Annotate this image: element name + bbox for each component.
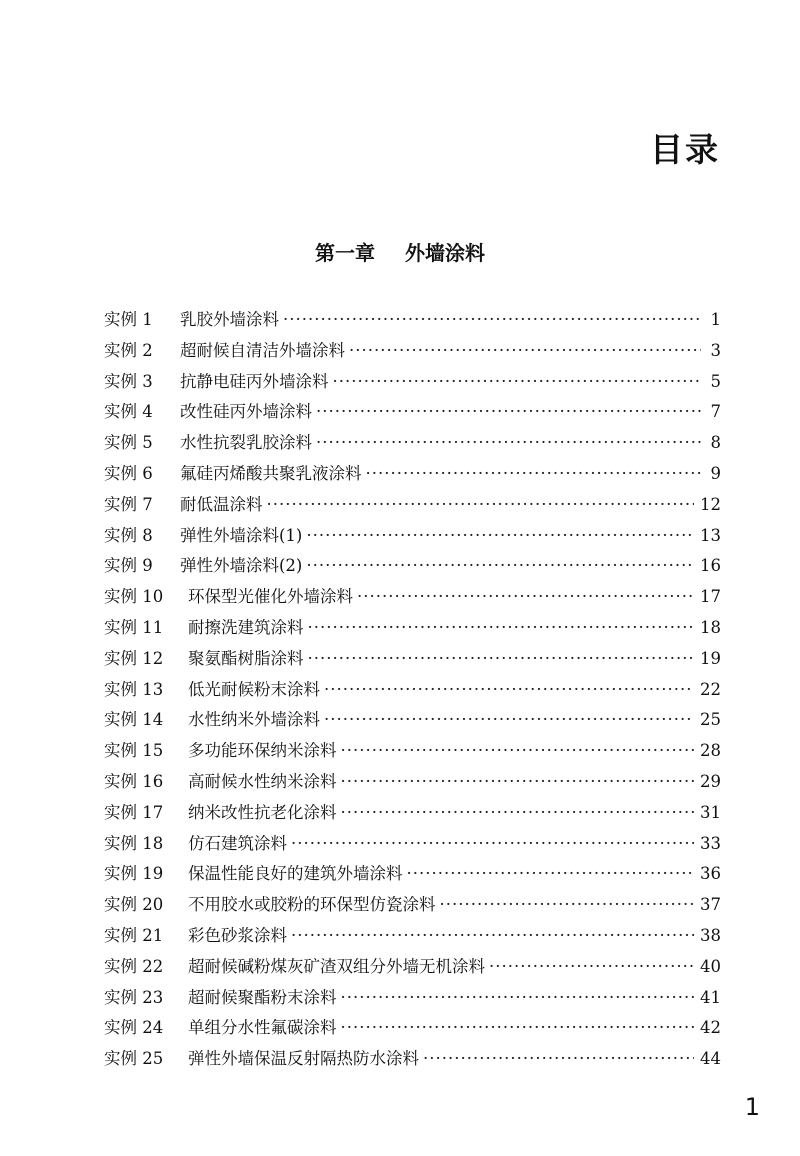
toc-entry-title: 低光耐候粉末涂料 [188,679,320,699]
toc-entry-page: 7 [710,402,721,422]
toc-dot-leader [306,551,694,582]
toc-entry-page: 3 [710,340,721,360]
toc-entry-page: 25 [700,710,721,730]
toc-entry[interactable] [104,336,721,367]
toc-entry-number: 实例 19 [104,864,164,884]
toc-entry-title: 抗静电硅丙外墙涂料 [180,371,329,391]
toc-entry[interactable] [104,1044,721,1075]
toc-entry-number: 实例 6 [104,463,153,483]
toc-entry-title: 单组分水性氟碳涂料 [188,1018,337,1038]
toc-entry-page: 33 [700,833,721,853]
toc-entry-title: 纳米改性抗老化涂料 [188,802,337,822]
toc-entry[interactable] [104,798,721,829]
toc-entry-page: 31 [700,802,721,822]
toc-dot-leader [291,829,694,860]
toc-entry[interactable] [104,613,721,644]
toc-entry[interactable] [104,305,721,336]
toc-entry-title: 氟硅丙烯酸共聚乳液涂料 [180,463,362,483]
toc-dot-leader [423,1044,694,1075]
toc-entry-number: 实例 7 [104,494,153,514]
chapter-title: 外墙涂料 [405,241,485,265]
toc-entry[interactable] [104,829,721,860]
toc-entry-title: 聚氨酯树脂涂料 [188,648,304,668]
toc-entry[interactable] [104,705,721,736]
toc-entry-number: 实例 25 [104,1049,164,1069]
toc-entry[interactable] [104,582,721,613]
toc-dot-leader [308,613,695,644]
toc-entry-title: 保温性能良好的建筑外墙涂料 [188,864,403,884]
toc-entry-page: 1 [710,310,721,329]
toc-entry[interactable] [104,767,721,798]
toc-entry-title: 乳胶外墙涂料 [180,310,279,329]
toc-entry-title: 弹性外墙保温反射隔热防水涂料 [188,1049,419,1069]
toc-dot-leader [333,367,702,398]
toc-dot-leader [316,397,701,428]
toc-entry-page: 19 [700,648,721,668]
toc-entry[interactable] [104,890,721,921]
toc-entry-page: 40 [700,956,721,976]
toc-entry-number: 实例 10 [104,587,164,607]
toc-dot-leader [341,736,695,767]
toc-entry[interactable] [104,644,721,675]
toc-entry-number: 实例 5 [104,433,153,453]
toc-entry-page: 44 [700,1049,721,1069]
chapter-heading [0,238,800,268]
toc-dot-leader [316,428,701,459]
toc-entry-number: 实例 18 [104,833,164,853]
toc-entry-number: 实例 15 [104,741,164,761]
toc-entry-number: 实例 1 [104,310,153,329]
toc-dot-leader [407,859,695,890]
toc-entry-page: 18 [700,617,721,637]
toc-entry-number: 实例 24 [104,1018,164,1038]
toc-entry-title: 弹性外墙涂料(2) [180,556,303,576]
page-title: 目录 [650,130,720,169]
toc-dot-leader [341,798,695,829]
toc-entry-number: 实例 8 [104,525,153,545]
toc-entry-title: 耐低温涂料 [180,494,263,514]
toc-entry-title: 环保型光催化外墙涂料 [188,587,353,607]
toc-entry-page: 22 [700,679,721,699]
toc-entry-number: 实例 23 [104,987,164,1007]
toc-entry-number: 实例 12 [104,648,164,668]
toc-dot-leader [366,459,702,490]
toc-entry-page: 12 [700,494,721,514]
toc-entry-page: 8 [710,433,721,453]
toc-entry-page: 42 [700,1018,721,1038]
toc-entry-number: 实例 9 [104,556,153,576]
toc-dot-leader [440,890,695,921]
toc-entry-number: 实例 3 [104,371,153,391]
toc-entry-number: 实例 4 [104,402,153,422]
toc-entry-page: 16 [700,556,721,576]
toc-entry-title: 水性抗裂乳胶涂料 [180,433,312,453]
toc-entry-page: 17 [700,587,721,607]
toc-entry-title: 弹性外墙涂料(1) [180,525,303,545]
toc-entry-title: 仿石建筑涂料 [188,833,287,853]
toc-dot-leader [283,305,701,336]
toc-entry-page: 28 [700,741,721,761]
toc-dot-leader [291,921,694,952]
toc-entry-page: 29 [700,771,721,791]
toc-entry-page: 36 [700,864,721,884]
toc-entry-title: 高耐候水性纳米涂料 [188,771,337,791]
toc-entry-page: 5 [710,371,721,391]
toc-entry-number: 实例 13 [104,679,164,699]
toc-entry[interactable] [104,521,721,552]
toc-dot-leader [324,675,694,706]
toc-entry-title: 不用胶水或胶粉的环保型仿瓷涂料 [188,895,436,915]
toc-entry[interactable] [104,367,721,398]
toc-dot-leader [341,767,695,798]
toc-dot-leader [357,582,694,613]
toc-entry-title: 耐擦洗建筑涂料 [188,617,304,637]
toc-entry[interactable] [104,397,721,428]
toc-entry-page: 37 [700,895,721,915]
toc-entry-number: 实例 2 [104,340,153,360]
toc-entry[interactable] [104,983,721,1014]
toc-entry-title: 水性纳米外墙涂料 [188,710,320,730]
toc-entry[interactable] [104,921,721,952]
toc-dot-leader [267,490,695,521]
toc-entry[interactable] [104,859,721,890]
toc-entry-number: 实例 14 [104,710,164,730]
toc-entry[interactable] [104,675,721,706]
toc-dot-leader [324,705,694,736]
toc-entry[interactable] [104,459,721,490]
toc-entry-page: 13 [700,525,721,545]
toc-dot-leader [341,983,695,1014]
page-number: 1 [744,1093,760,1121]
toc-entry-number: 实例 22 [104,956,164,976]
toc-entry[interactable] [104,551,721,582]
toc-entry-page: 41 [700,987,721,1007]
toc-entry[interactable] [104,1013,721,1044]
toc-entry-number: 实例 17 [104,802,164,822]
table-of-contents [104,305,721,1075]
toc-entry-title: 多功能环保纳米涂料 [188,741,337,761]
chapter-label: 第一章 [315,241,375,265]
toc-entry[interactable] [104,736,721,767]
toc-entry-number: 实例 16 [104,771,164,791]
toc-dot-leader [349,336,701,367]
toc-entry[interactable] [104,428,721,459]
toc-entry-title: 超耐候碱粉煤灰矿渣双组分外墙无机涂料 [188,956,485,976]
toc-entry-number: 实例 11 [104,617,164,637]
toc-entry-number: 实例 21 [104,925,164,945]
toc-entry-page: 9 [710,463,721,483]
toc-dot-leader [489,952,694,983]
toc-dot-leader [341,1013,695,1044]
toc-entry-number: 实例 20 [104,895,164,915]
toc-dot-leader [306,521,694,552]
toc-entry-title: 超耐候自清洁外墙涂料 [180,340,345,360]
toc-entry-page: 38 [700,925,721,945]
toc-entry-title: 彩色砂浆涂料 [188,925,287,945]
toc-entry-title: 改性硅丙外墙涂料 [180,402,312,422]
toc-entry[interactable] [104,490,721,521]
toc-entry[interactable] [104,952,721,983]
toc-entry-title: 超耐候聚酯粉末涂料 [188,987,337,1007]
toc-dot-leader [308,644,695,675]
